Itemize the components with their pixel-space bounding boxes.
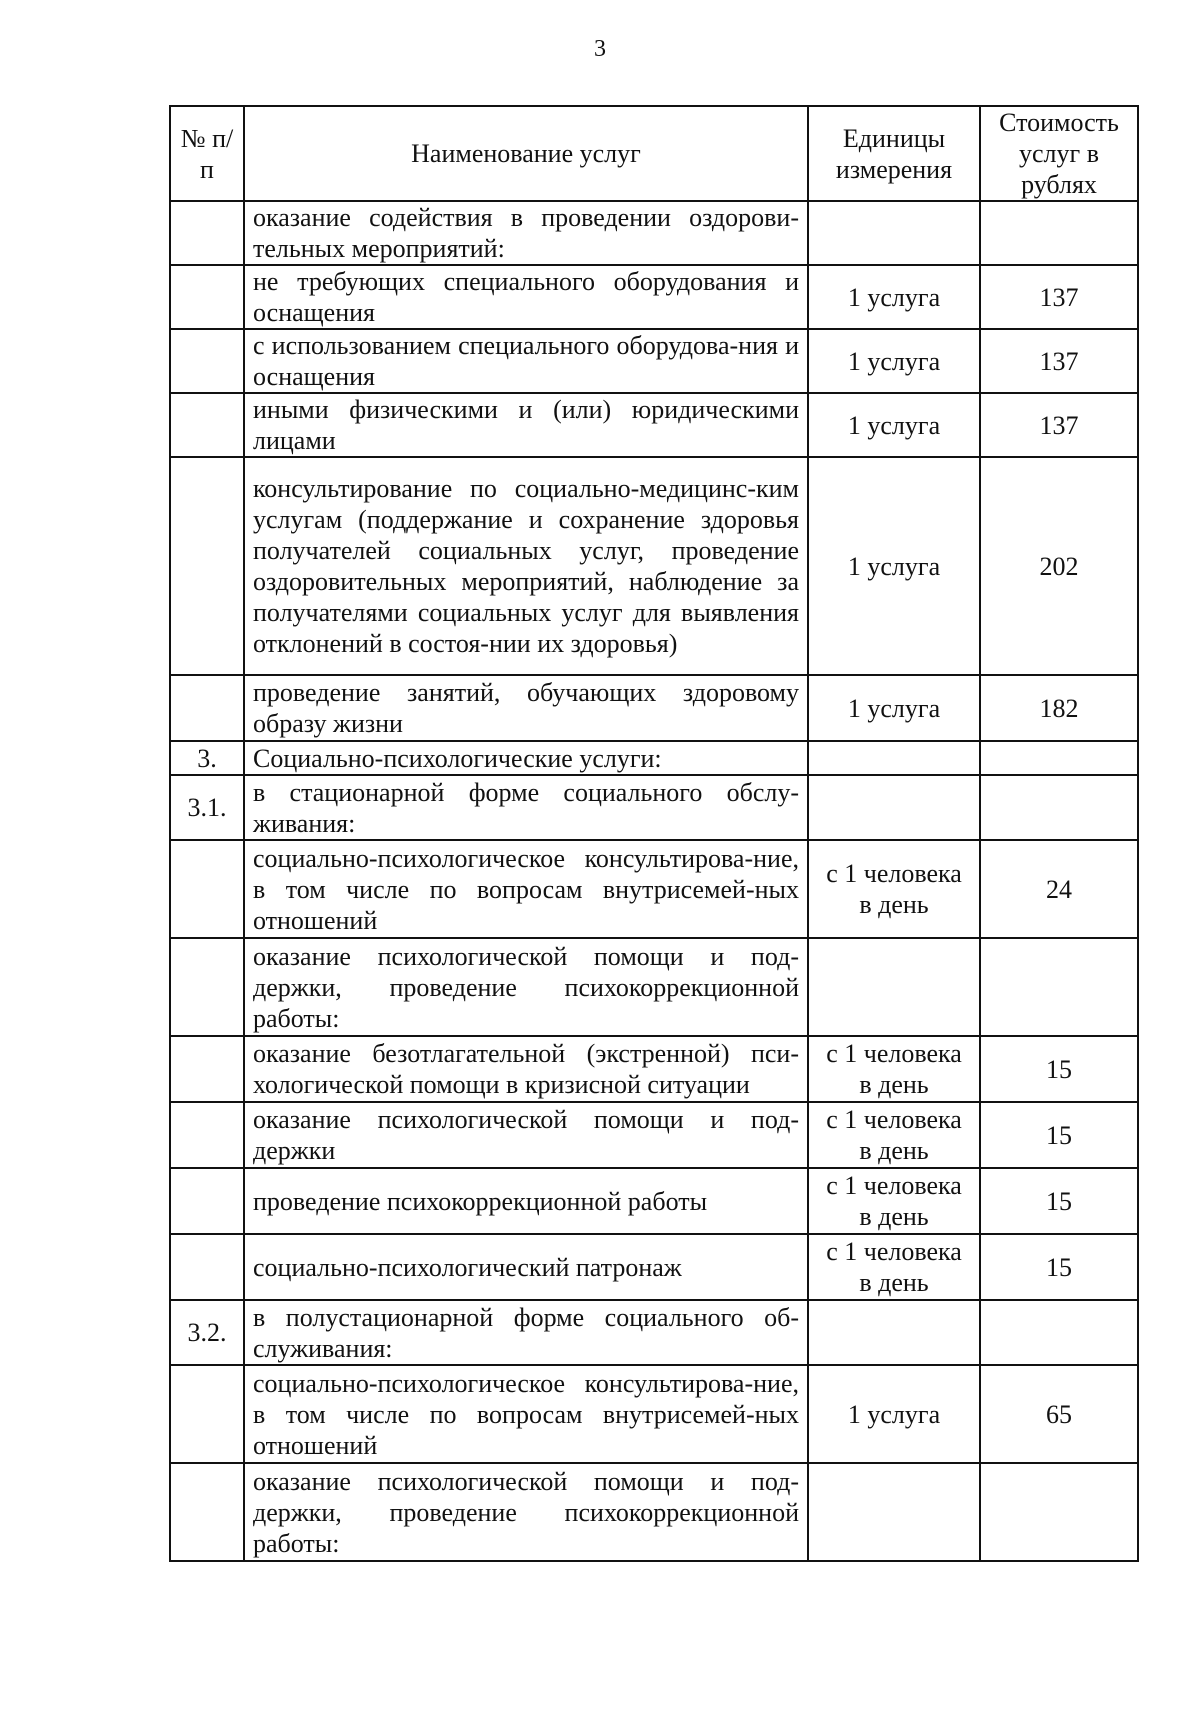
table-row bbox=[170, 1102, 1138, 1168]
row-number bbox=[170, 675, 244, 741]
row-service-name: проведение занятий, обучающих здоровому образу жизни bbox=[244, 675, 808, 741]
row-cost: 24 bbox=[980, 840, 1138, 938]
row-unit: с 1 человека в день bbox=[808, 1102, 980, 1168]
table-row bbox=[170, 675, 1138, 741]
row-number bbox=[170, 1365, 244, 1463]
row-number bbox=[170, 1036, 244, 1102]
row-unit: 1 услуга bbox=[808, 457, 980, 675]
row-number bbox=[170, 265, 244, 329]
row-unit bbox=[808, 741, 980, 775]
row-cost: 15 bbox=[980, 1102, 1138, 1168]
table-row bbox=[170, 938, 1138, 1036]
row-number bbox=[170, 840, 244, 938]
services-price-table bbox=[169, 105, 1139, 1562]
row-service-name: иными физическими и (или) юридическими лицами bbox=[244, 393, 808, 457]
row-number: 3. bbox=[170, 741, 244, 775]
row-service-name: в полустационарной форме социального об-служивания: bbox=[244, 1300, 808, 1365]
row-service-name: социально-психологический патронаж bbox=[244, 1234, 808, 1300]
row-cost bbox=[980, 201, 1138, 265]
row-unit bbox=[808, 1463, 980, 1561]
row-unit: 1 услуга bbox=[808, 675, 980, 741]
row-number bbox=[170, 938, 244, 1036]
row-unit: с 1 человека в день bbox=[808, 840, 980, 938]
row-number bbox=[170, 393, 244, 457]
row-unit: 1 услуга bbox=[808, 329, 980, 393]
row-service-name: не требующих специального оборудования и оснащения bbox=[244, 265, 808, 329]
row-service-name: проведение психокоррекционной работы bbox=[244, 1168, 808, 1234]
table-row bbox=[170, 1234, 1138, 1300]
row-cost: 15 bbox=[980, 1168, 1138, 1234]
row-number bbox=[170, 329, 244, 393]
header-cost: Стоимость услуг в рублях bbox=[980, 106, 1138, 201]
table-row bbox=[170, 1463, 1138, 1561]
row-number bbox=[170, 1168, 244, 1234]
row-service-name: с использованием специального оборудова-ния и оснащения bbox=[244, 329, 808, 393]
row-cost: 65 bbox=[980, 1365, 1138, 1463]
row-number bbox=[170, 1463, 244, 1561]
row-cost bbox=[980, 938, 1138, 1036]
row-cost: 137 bbox=[980, 329, 1138, 393]
row-cost: 202 bbox=[980, 457, 1138, 675]
row-unit bbox=[808, 938, 980, 1036]
row-cost: 15 bbox=[980, 1036, 1138, 1102]
table-row bbox=[170, 775, 1138, 840]
row-number bbox=[170, 1234, 244, 1300]
header-unit: Единицы измерения bbox=[808, 106, 980, 201]
table-row bbox=[170, 840, 1138, 938]
row-cost bbox=[980, 741, 1138, 775]
row-number: 3.1. bbox=[170, 775, 244, 840]
table-row bbox=[170, 1036, 1138, 1102]
table-row bbox=[170, 201, 1138, 265]
row-cost bbox=[980, 775, 1138, 840]
row-service-name: Социально-психологические услуги: bbox=[244, 741, 808, 775]
table-row bbox=[170, 457, 1138, 675]
table-row bbox=[170, 265, 1138, 329]
row-service-name: оказание безотлагательной (экстренной) пси-хологической помощи в кризисной ситуации bbox=[244, 1036, 808, 1102]
row-number: 3.2. bbox=[170, 1300, 244, 1365]
header-number: № п/п bbox=[170, 106, 244, 201]
row-cost bbox=[980, 1463, 1138, 1561]
row-unit bbox=[808, 775, 980, 840]
table-row bbox=[170, 1300, 1138, 1365]
row-service-name: оказание психологической помощи и под-держки bbox=[244, 1102, 808, 1168]
row-number bbox=[170, 201, 244, 265]
row-cost bbox=[980, 1300, 1138, 1365]
table-row bbox=[170, 1168, 1138, 1234]
row-unit bbox=[808, 1300, 980, 1365]
row-service-name: консультирование по социально-медицинс-ким услугам (поддержание и сохранение здоровья получателей социальных услуг, проведение оздоровительных мероприятий, наблюдение за получателями социальных услуг для выявления отклонений в состоя-нии их здоровья) bbox=[244, 457, 808, 675]
row-unit: с 1 человека в день bbox=[808, 1234, 980, 1300]
row-cost: 15 bbox=[980, 1234, 1138, 1300]
row-cost: 137 bbox=[980, 265, 1138, 329]
row-unit: с 1 человека в день bbox=[808, 1168, 980, 1234]
row-service-name: оказание психологической помощи и под-держки, проведение психокоррекционной работы: bbox=[244, 1463, 808, 1561]
row-service-name: социально-психологическое консультирова-ние, в том числе по вопросам внутрисемей-ных отношений bbox=[244, 840, 808, 938]
row-number bbox=[170, 1102, 244, 1168]
row-unit: с 1 человека в день bbox=[808, 1036, 980, 1102]
table-row bbox=[170, 393, 1138, 457]
header-service-name: Наименование услуг bbox=[244, 106, 808, 201]
row-service-name: в стационарной форме социального обслу-живания: bbox=[244, 775, 808, 840]
row-service-name: социально-психологическое консультирова-ние, в том числе по вопросам внутрисемей-ных отношений bbox=[244, 1365, 808, 1463]
row-service-name: оказание содействия в проведении оздорови-тельных мероприятий: bbox=[244, 201, 808, 265]
table-row bbox=[170, 1365, 1138, 1463]
table-row bbox=[170, 329, 1138, 393]
row-cost: 137 bbox=[980, 393, 1138, 457]
table-header-row bbox=[170, 106, 1138, 201]
row-unit bbox=[808, 201, 980, 265]
row-unit: 1 услуга bbox=[808, 265, 980, 329]
row-unit: 1 услуга bbox=[808, 1365, 980, 1463]
page-number: 3 bbox=[594, 36, 606, 62]
row-unit: 1 услуга bbox=[808, 393, 980, 457]
row-number bbox=[170, 457, 244, 675]
row-service-name: оказание психологической помощи и под-держки, проведение психокоррекционной работы: bbox=[244, 938, 808, 1036]
table-row bbox=[170, 741, 1138, 775]
row-cost: 182 bbox=[980, 675, 1138, 741]
